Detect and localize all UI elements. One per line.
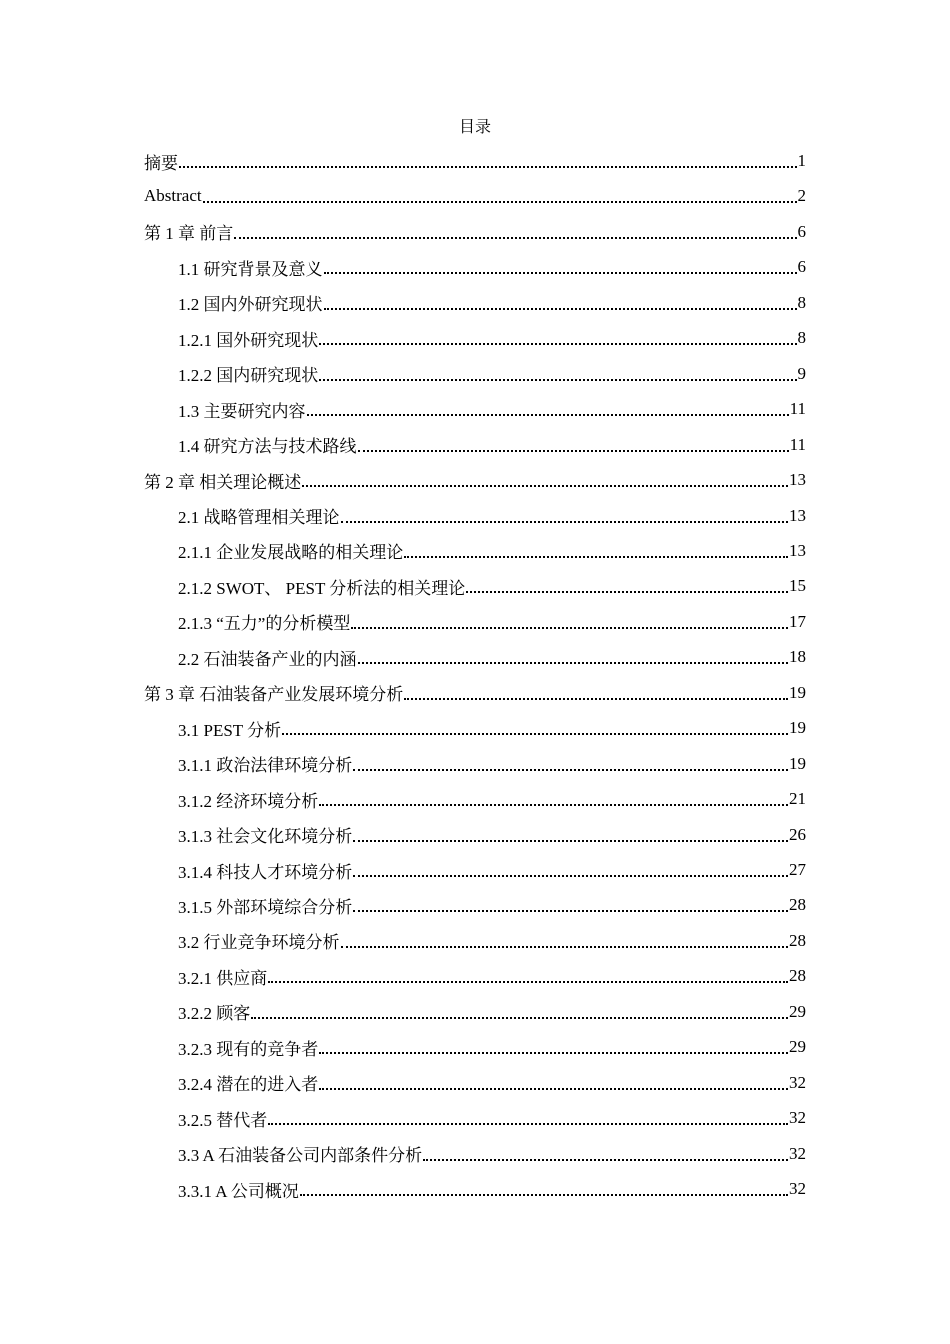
toc-entry-page-number: 13 [789,505,806,525]
toc-entry-page-number: 32 [789,1108,806,1128]
toc-dot-leader [251,1017,788,1019]
toc-entry-label: 2.1 战略管理相关理论 [178,508,340,527]
toc-entry-label: 3.1.5 外部环境综合分析 [178,897,353,917]
toc-dot-leader [353,769,788,771]
toc-entry-page-number: 2 [797,186,806,206]
toc-entry[interactable] [178,746,806,782]
toc-entry-label: 3.2.1 供应商 [178,968,268,988]
toc-dot-leader [307,414,789,416]
toc-entry-label: 3.1.2 经济环境分析 [178,791,319,811]
toc-entry-label: Abstract [144,186,202,206]
toc-entry-label: 3.1.4 科技人才环境分析 [178,862,353,882]
toc-dot-leader [203,201,797,203]
toc-entry-label: 1.2.1 国外研究现状 [178,330,319,350]
toc-entry[interactable] [178,852,806,888]
toc-entry-label: 3.1.3 社会文化环境分析 [178,827,353,847]
toc-entry-page-number: 13 [789,470,806,490]
toc-entry[interactable] [144,214,806,250]
toc-entry[interactable] [178,568,806,604]
toc-dot-leader [466,591,788,593]
toc-entry[interactable] [144,462,806,498]
toc-entry[interactable] [178,1065,806,1101]
toc-entry-page-number: 11 [789,399,806,419]
toc-entry-page-number: 8 [797,328,806,348]
toc-dot-leader [353,840,788,842]
toc-entry-page-number: 19 [789,682,806,702]
toc-dot-leader [423,1159,788,1161]
toc-dot-leader [319,343,796,345]
toc-entry-page-number: 1 [797,151,806,170]
toc-entry-page-number: 11 [789,434,806,454]
toc-entry-page-number: 28 [789,966,806,986]
toc-dot-leader [324,272,797,274]
toc-dot-leader [358,450,789,452]
toc-dot-leader [358,662,789,664]
toc-entry[interactable] [178,1029,806,1065]
toc-dot-leader [268,1123,788,1125]
toc-entry-label: 3.2 行业竞争环境分析 [178,933,340,953]
toc-title: 目录 [458,119,491,136]
toc-entry[interactable] [178,994,806,1030]
toc-entry[interactable] [178,427,806,463]
toc-entry-label: 3.1.1 政治法律环境分析 [178,756,353,776]
toc-entry-page-number: 13 [789,540,806,560]
toc-entry[interactable] [178,356,806,392]
toc-entry-page-number: 21 [789,789,806,809]
toc-entry[interactable] [178,498,806,534]
toc-entry-page-number: 15 [789,576,806,596]
toc-entry-page-number: 26 [789,824,806,844]
toc-entry-page-number: 32 [789,1179,806,1199]
toc-entry[interactable] [178,533,806,569]
toc-entry-page-number: 28 [789,895,806,915]
toc-entry-label: 1.1 研究背景及意义 [178,259,323,279]
toc-entry[interactable] [178,781,806,817]
toc-entry[interactable] [178,1136,806,1172]
toc-entry[interactable] [178,887,806,923]
toc-entry-label: 第 2 章 相关理论概述 [144,472,302,492]
toc-entry-label: 3.2.2 顾客 [178,1004,251,1024]
toc-entry[interactable] [178,817,806,853]
toc-entry-page-number: 29 [789,1037,806,1057]
toc-entry[interactable] [178,1171,806,1207]
toc-dot-leader [282,733,788,735]
toc-entry[interactable] [144,675,806,711]
toc-entry[interactable] [178,249,806,285]
toc-entry-label: 3.3 A 石油装备公司内部条件分析 [178,1146,423,1166]
toc-dot-leader [351,627,788,629]
toc-entry-page-number: 8 [797,292,806,312]
toc-entry-page-number: 19 [789,753,806,773]
toc-entry[interactable] [178,320,806,356]
toc-entry-label: 摘要 [144,153,178,173]
toc-entry-page-number: 18 [789,647,806,667]
toc-entry-label: 2.1.3 “五力”的分析模型 [178,614,351,634]
toc-entry[interactable] [178,958,806,994]
toc-entry-label: 第 1 章 前言 [144,224,234,244]
toc-entry[interactable] [178,639,806,675]
toc-entry-label: 1.4 研究方法与技术路线 [178,437,357,457]
toc-entry-label: 3.3.1 A 公司概况 [178,1181,299,1201]
toc-dot-leader [341,521,789,523]
toc-dot-leader [324,308,797,310]
toc-entry-page-number: 28 [789,930,806,950]
toc-entry-page-number: 32 [789,1143,806,1163]
toc-entry-label: 第 3 章 石油装备产业发展环境分析 [144,685,404,705]
toc-entry-page-number: 6 [797,257,806,277]
toc-dot-leader [179,166,797,168]
toc-entry-label: 3.2.5 替代者 [178,1110,268,1130]
toc-dot-leader [353,910,788,912]
toc-entry[interactable] [144,143,806,179]
toc-entry-label: 3.2.4 潜在的进入者 [178,1075,319,1095]
toc-dot-leader [302,485,788,487]
toc-entry-label: 2.1.2 SWOT、 PEST 分析法的相关理论 [178,578,466,598]
toc-entry-page-number: 29 [789,1001,806,1021]
toc-dot-leader [268,981,788,983]
toc-dot-leader [319,379,796,381]
toc-dot-leader [341,946,789,948]
toc-entry-page-number: 27 [789,860,806,879]
toc-dot-leader [404,556,788,558]
toc-dot-leader [353,875,788,877]
toc-dot-leader [319,1088,788,1090]
toc-dot-leader [300,1194,788,1196]
toc-entry[interactable] [178,391,806,427]
toc-entry-label: 2.1.1 企业发展战略的相关理论 [178,543,404,563]
toc-entry-page-number: 9 [797,363,806,383]
toc-entry-page-number: 17 [789,611,806,631]
toc-dot-leader [404,698,788,700]
toc-entry-label: 1.2.2 国内研究现状 [178,366,319,386]
toc-dot-leader [319,1052,788,1054]
toc-entry-page-number: 32 [789,1072,806,1092]
toc-dot-leader [234,237,796,239]
toc-entry-label: 3.1 PEST 分析 [178,720,282,740]
toc-entry-page-number: 6 [797,221,806,241]
toc-entry-label: 3.2.3 现有的竞争者 [178,1039,319,1059]
toc-entry[interactable] [178,1100,806,1136]
toc-entry[interactable] [178,923,806,959]
toc-entry-label: 2.2 石油装备产业的内涵 [178,649,357,669]
toc-dot-leader [319,804,788,806]
toc-entry[interactable] [178,604,806,640]
toc-entry[interactable] [178,710,806,746]
toc-entry-label: 1.2 国内外研究现状 [178,295,323,315]
toc-entry-page-number: 19 [789,718,806,738]
toc-entry-label: 1.3 主要研究内容 [178,401,306,421]
toc-entry[interactable] [144,178,806,214]
toc-entry[interactable] [178,285,806,321]
